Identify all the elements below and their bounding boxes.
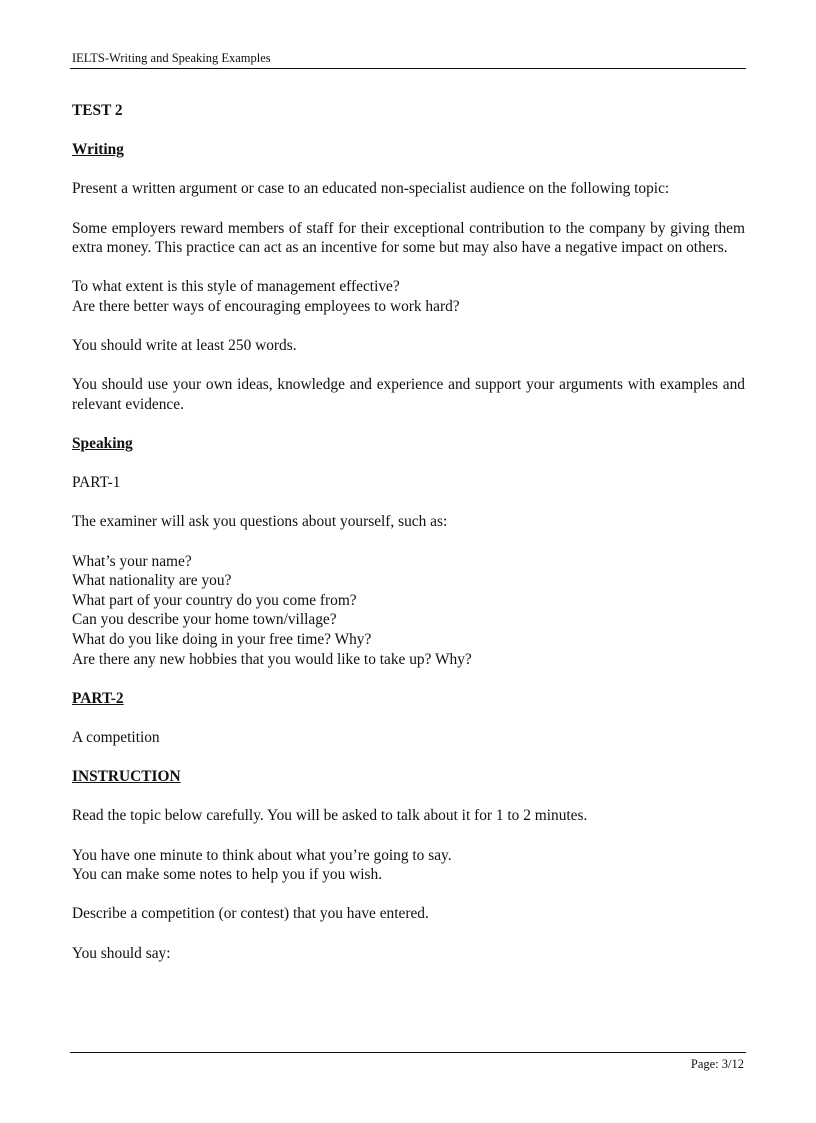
part2-read: Read the topic below carefully. You will be asked to talk about it for 1 to 2 minutes. xyxy=(72,807,588,825)
part2-prep-line: You can make some notes to help you if you wish. xyxy=(72,866,383,884)
part1-question: What nationality are you? xyxy=(72,572,232,590)
part1-label: PART-1 xyxy=(72,474,121,492)
footer-rule xyxy=(70,1052,746,1053)
part1-question: Can you describe your home town/village? xyxy=(72,611,337,629)
page-content xyxy=(72,101,745,983)
speaking-heading: Speaking xyxy=(72,435,133,453)
part1-question: What part of your country do you come from? xyxy=(72,591,357,609)
writing-question: To what extent is this style of management effective? xyxy=(72,278,400,296)
writing-heading: Writing xyxy=(72,141,124,159)
part1-questions xyxy=(72,552,745,670)
test-title: TEST 2 xyxy=(72,102,123,119)
part1-question: What do you like doing in your free time? Why? xyxy=(72,631,372,649)
page-number: Page: 3/12 xyxy=(690,1057,744,1071)
running-header: IELTS-Writing and Speaking Examples xyxy=(72,51,271,65)
part2-label: PART-2 xyxy=(72,689,124,707)
writing-support: You should use your own ideas, knowledge and experience and support your arguments with examples and relevant evidence. xyxy=(72,376,745,413)
writing-question: Are there better ways of encouraging employees to work hard? xyxy=(72,297,460,315)
part2-topic: A competition xyxy=(72,729,160,746)
writing-word-count: You should write at least 250 words. xyxy=(72,337,297,355)
writing-intro: Present a written argument or case to an educated non-specialist audience on the following topic: xyxy=(72,180,670,198)
part1-intro: The examiner will ask you questions about yourself, such as: xyxy=(72,513,448,531)
header-rule xyxy=(70,68,746,69)
part2-prep xyxy=(72,846,745,885)
part2-prep-line: You have one minute to think about what you’re going to say. xyxy=(72,846,452,864)
part2-describe: Describe a competition (or contest) that you have entered. xyxy=(72,905,429,923)
part1-question: What’s your name? xyxy=(72,552,192,570)
part2-should-say: You should say: xyxy=(72,944,171,962)
part1-question: Are there any new hobbies that you would like to take up? Why? xyxy=(72,650,472,668)
writing-questions xyxy=(72,277,745,316)
writing-topic: Some employers reward members of staff for their exceptional contribution to the company by giving them extra money. This practice can act as an incentive for some but may also have a negative impact on others. xyxy=(72,219,745,257)
instruction-heading: INSTRUCTION xyxy=(72,768,181,786)
